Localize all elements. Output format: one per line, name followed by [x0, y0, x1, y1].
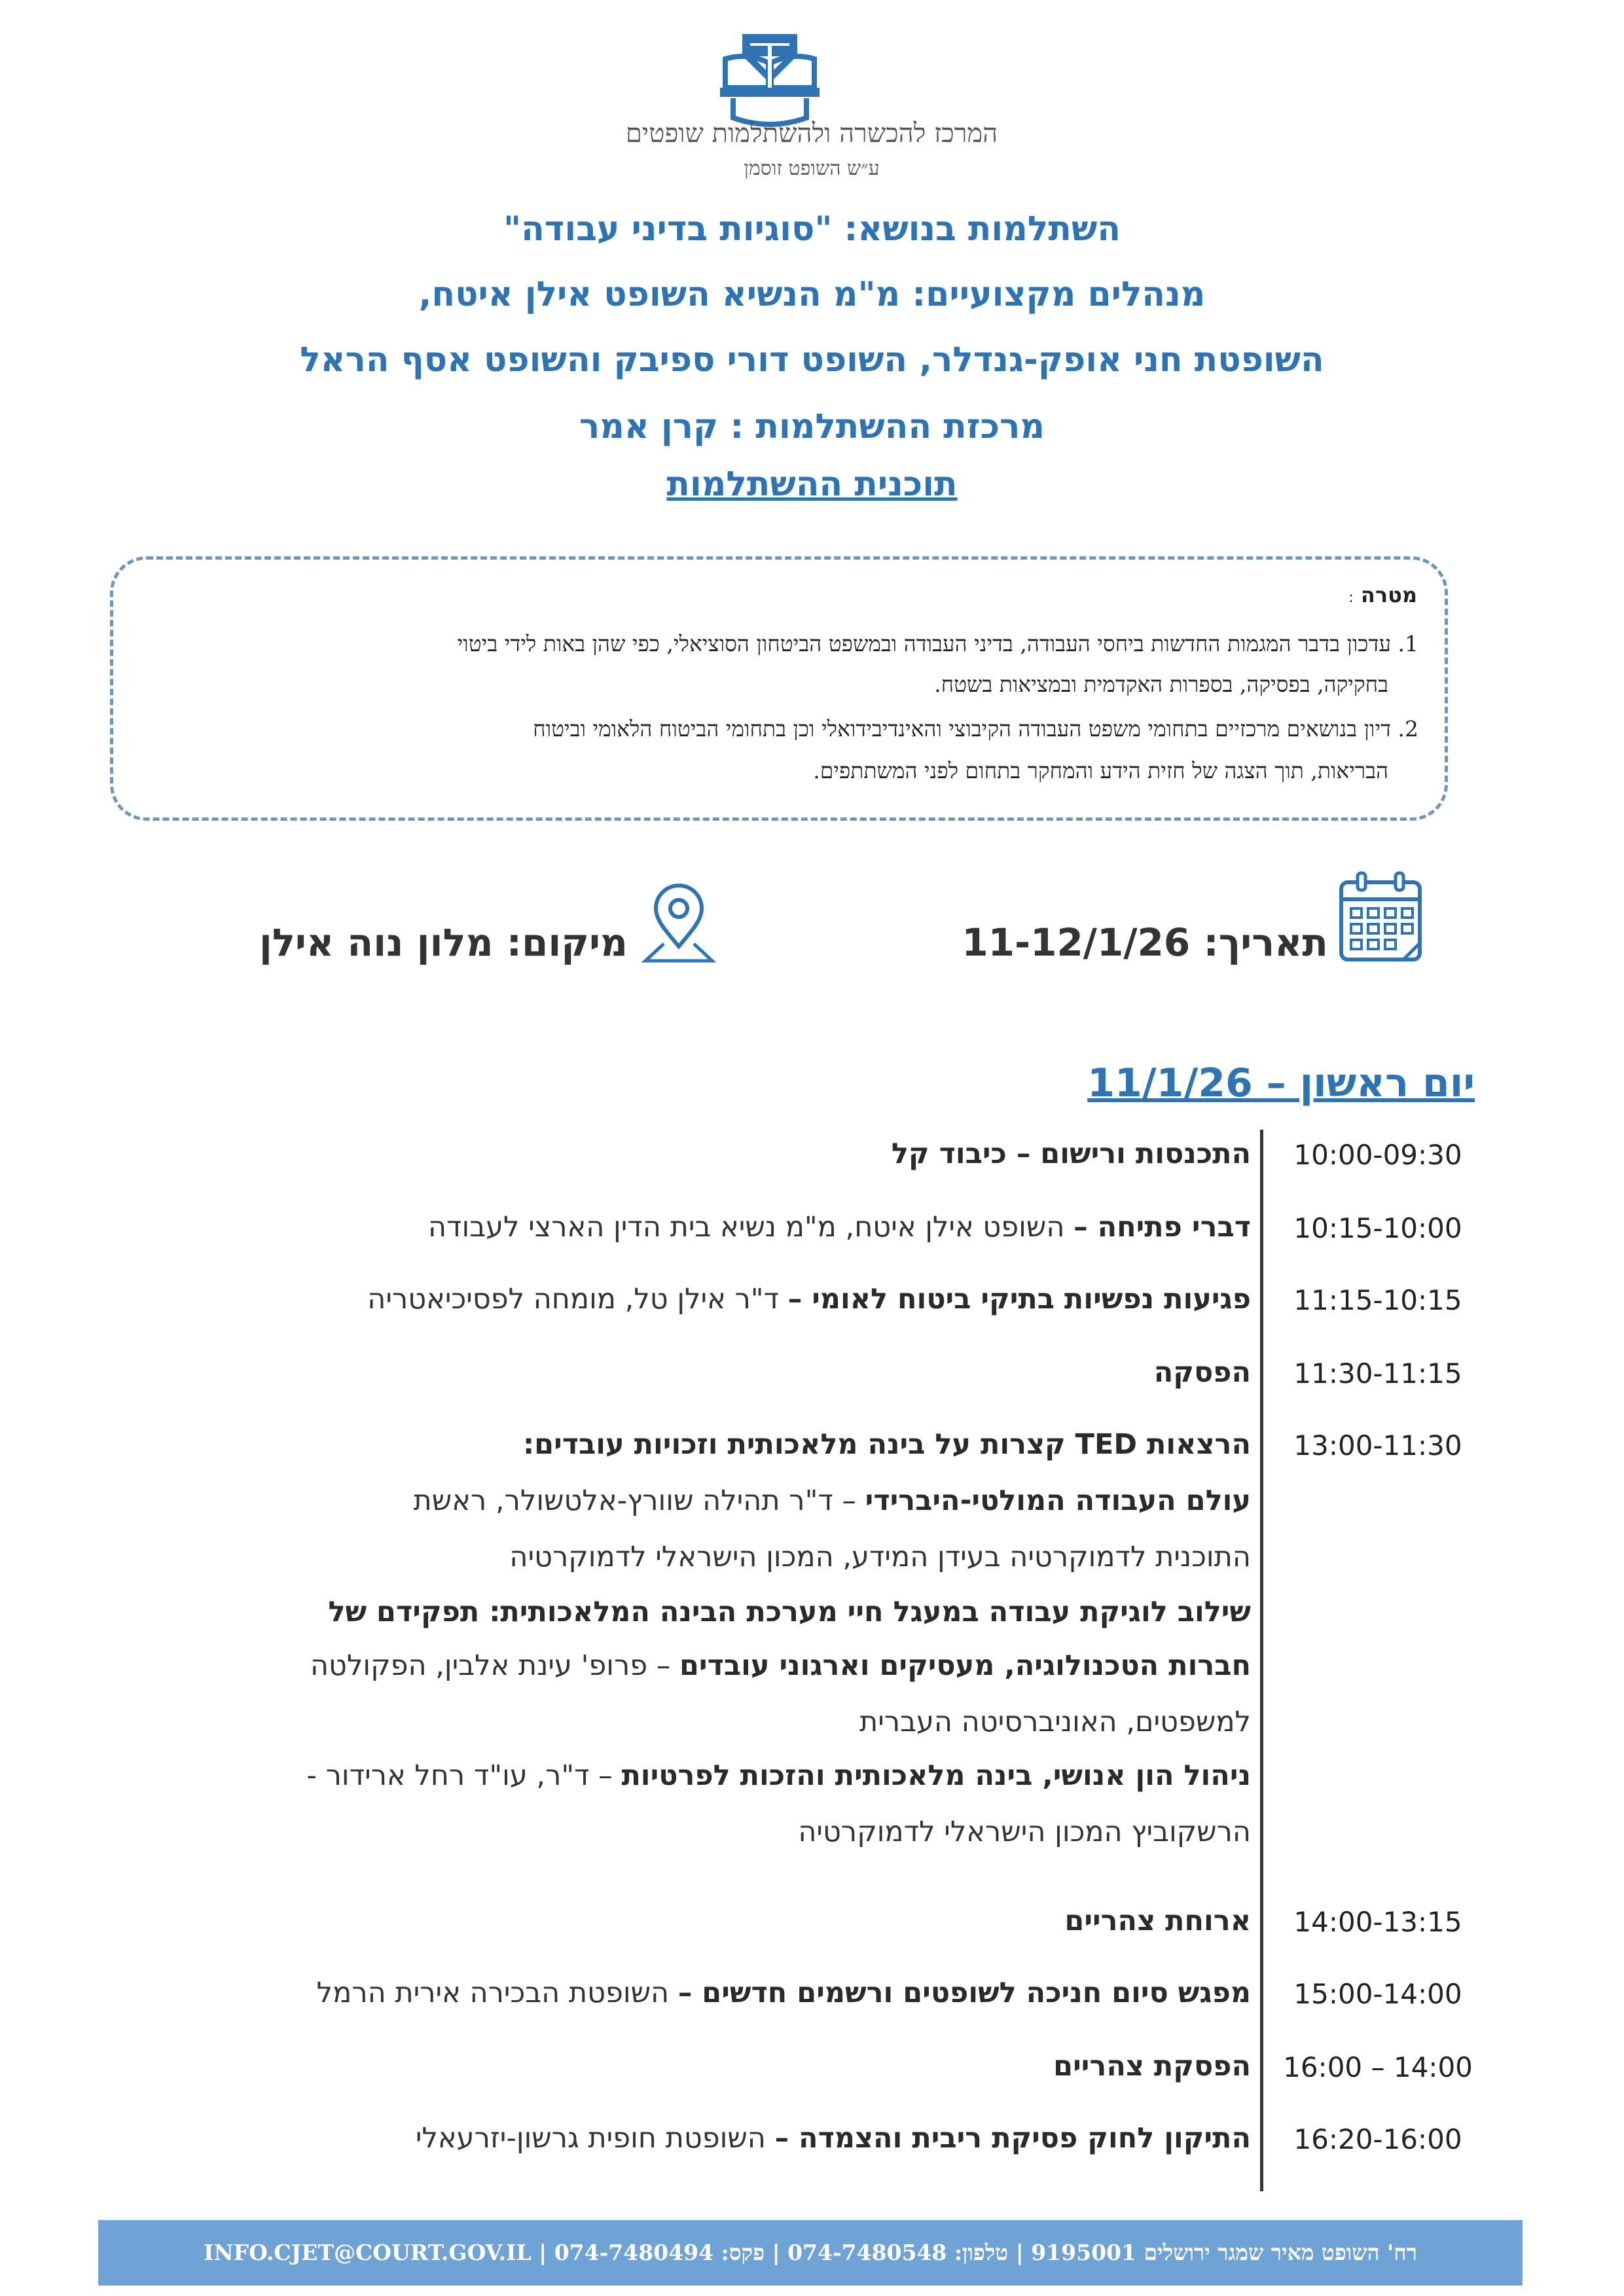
- ted-talk-1-continuation: התוכנית לדמוקרטיה בעידן המידע, המכון הישראלי לדמוקרטיה: [509, 1541, 1251, 1573]
- session-time: 13:00-11:30: [1293, 1429, 1462, 1462]
- ted-talk-2-continuation: חברות הטכנולוגיה, מעסיקים וארגוני עובדים – פרופ' עינת אלבין, הפקולטה: [310, 1649, 1251, 1682]
- session-title: התכנסות ורישום – כיבוד קל: [891, 1138, 1251, 1170]
- session-title: פגיעות נפשיות בתיקי ביטוח לאומי – ד"ר אילן טל, מומחה לפסיכיאטריה: [367, 1283, 1251, 1316]
- session-time: 16:00 – 14:00: [1283, 2051, 1473, 2083]
- event-location: מיקום: מלון נוה אילן: [259, 920, 628, 965]
- session-time: 10:00-09:30: [1293, 1139, 1462, 1171]
- session-time: 16:20-16:00: [1293, 2123, 1462, 2155]
- calendar-icon: [1338, 870, 1423, 963]
- session-time: 14:00-13:15: [1293, 1906, 1462, 1938]
- course-directors-line1: מנהלים מקצועיים: מ"מ הנשיא השופט אילן איטח,: [418, 275, 1206, 314]
- goal-item-continuation: הבריאות, תוך הצגה של חזית הידע והמחקר בתחום לפני המשתתפים.: [813, 758, 1388, 783]
- course-directors-line2: השופטת חני אופק-גנדלר, השופט דורי ספיבק והשופט אסף הראל: [300, 340, 1324, 380]
- ted-talk-2-continuation: למשפטים, האוניברסיטה העברית: [859, 1706, 1251, 1738]
- session-time: 10:15-10:00: [1293, 1212, 1462, 1244]
- session-time: 15:00-14:00: [1293, 1978, 1462, 2010]
- ted-talk-3: ניהול הון אנושי, בינה מלאכותית והזכות לפרטיות – ד"ר, עו"ד רחל ארידור -: [306, 1759, 1251, 1792]
- schedule-divider: [1260, 1130, 1263, 2191]
- session-time: 11:30-11:15: [1293, 1357, 1462, 1390]
- event-date: תאריך: 11-12/1/26: [962, 920, 1328, 965]
- map-pin-icon: [641, 884, 716, 967]
- goals-title: מטרה :: [1348, 583, 1417, 607]
- course-title: השתלמות בנושא: "סוגיות בדיני עבודה": [503, 209, 1121, 249]
- session-time: 11:15-10:15: [1293, 1284, 1462, 1316]
- session-title: התיקון לחוק פסיקת ריבית והצמדה – השופטת חופית גרשון-יזרעאלי: [415, 2122, 1251, 2155]
- session-title: מפגש סיום חניכה לשופטים ורשמים חדשים – השופטת הבכירה אירית הרמל: [316, 1977, 1251, 2009]
- session-title: דברי פתיחה – השופט אילן איטח, מ"מ נשיא בית הדין הארצי לעבודה: [427, 1211, 1251, 1244]
- session-title: הפסקת צהריים: [1053, 2050, 1251, 2083]
- org-subtitle: ע״ש השופט זוסמן: [744, 157, 880, 180]
- footer-contact: רח' השופט מאיר שמגר ירושלים 9195001 | טלפון: 074-7480548 | פקס: 074-7480494 | INFO.CJET@COURT.GOV.IL: [204, 2240, 1417, 2265]
- course-coordinator: מרכזת ההשתלמות : קרן אמר: [579, 407, 1045, 446]
- program-heading: תוכנית ההשתלמות: [666, 465, 958, 504]
- goal-item: 2. דיון בנושאים מרכזיים בתחומי משפט העבודה הקיבוצי והאינדיבידואלי וכן בתחומי הביטוח הלאומי וביטוח: [533, 716, 1418, 742]
- goal-item: 1. עדכון בדבר המגמות החדשות ביחסי העבודה, בדיני העבודה ובמשפט הביטחון הסוציאלי, כפי שהן באות לידי ביטוי: [457, 631, 1418, 656]
- session-title: הרצאות TED קצרות על בינה מלאכותית וזכויות עובדים:: [522, 1428, 1251, 1461]
- session-title: ארוחת צהריים: [1064, 1905, 1251, 1937]
- session-title: הפסקה: [1153, 1356, 1251, 1389]
- org-name: המרכז להכשרה ולהשתלמות שופטים: [625, 118, 998, 149]
- ted-talk-3-continuation: הרשקוביץ המכון הישראלי לדמוקרטיה: [798, 1816, 1251, 1848]
- day-heading: יום ראשון – 11/1/26: [1087, 1060, 1475, 1106]
- ted-talk-2: שילוב לוגיקת עבודה במעגל חיי מערכת הבינה המלאכותית: תפקידם של: [328, 1596, 1251, 1628]
- ted-talk-1: עולם העבודה המולטי-היברידי – ד"ר תהילה שוורץ-אלטשולר, ראשת: [413, 1484, 1251, 1517]
- goal-item-continuation: בחקיקה, בפסיקה, בספרות האקדמית ובמציאות בשטח.: [934, 672, 1388, 697]
- book-scales-logo-icon: [719, 33, 821, 131]
